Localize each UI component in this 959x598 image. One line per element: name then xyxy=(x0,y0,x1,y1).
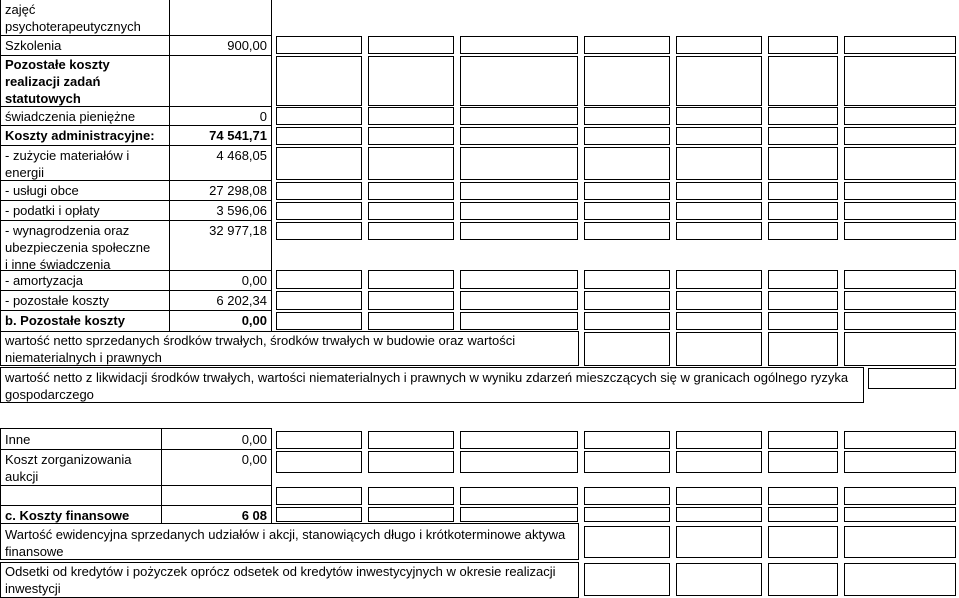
empty-cell xyxy=(368,270,454,289)
empty-cell xyxy=(276,431,362,449)
empty-cell xyxy=(868,368,956,389)
empty-cell xyxy=(368,451,454,473)
empty-cell xyxy=(768,270,838,289)
empty-cell xyxy=(584,312,670,330)
empty-cell xyxy=(768,107,838,125)
empty-cell xyxy=(368,127,454,145)
row-label: - usługi obce xyxy=(5,183,79,198)
empty-cell xyxy=(584,107,670,125)
empty-cell xyxy=(676,332,762,366)
empty-cell xyxy=(768,222,838,240)
empty-cell xyxy=(768,563,838,596)
empty-cell xyxy=(844,147,956,180)
empty-cell xyxy=(768,332,838,366)
empty-cell xyxy=(276,147,362,180)
empty-cell xyxy=(460,147,578,180)
empty-cell xyxy=(368,431,454,449)
empty-cell xyxy=(368,291,454,310)
empty-cell xyxy=(276,451,362,473)
empty-cell xyxy=(844,312,956,330)
row-value: 0,00 xyxy=(241,452,267,467)
row-value: 900,00 xyxy=(227,38,267,53)
empty-cell xyxy=(276,222,362,240)
empty-cell xyxy=(584,431,670,449)
empty-cell xyxy=(844,526,956,558)
row-value: 3 596,06 xyxy=(216,203,267,218)
empty-cell xyxy=(460,312,578,330)
empty-cell xyxy=(584,147,670,180)
row-label: Inne xyxy=(5,432,31,447)
empty-cell xyxy=(768,56,838,106)
empty-cell xyxy=(768,312,838,330)
empty-cell xyxy=(844,222,956,240)
empty-cell xyxy=(844,507,956,522)
empty-cell xyxy=(276,507,362,522)
empty-cell xyxy=(768,182,838,200)
grid-line xyxy=(0,125,272,126)
empty-cell xyxy=(368,36,454,54)
wide-row-label: wartość netto sprzedanych środków trwałych, środków trwałych w budowie oraz wartości niematerialnych i prawnych xyxy=(5,333,516,365)
empty-cell xyxy=(844,202,956,220)
empty-cell xyxy=(676,563,762,596)
empty-cell xyxy=(768,487,838,505)
row-value: 6 202,34 xyxy=(216,293,267,308)
grid-line xyxy=(0,290,272,291)
empty-cell xyxy=(584,270,670,289)
grid-line xyxy=(0,310,272,311)
empty-cell xyxy=(844,431,956,449)
empty-cell xyxy=(460,451,578,473)
empty-cell xyxy=(368,222,454,240)
empty-cell xyxy=(768,526,838,558)
grid-line xyxy=(0,485,272,486)
row-value: 4 468,05 xyxy=(216,148,267,163)
empty-cell xyxy=(276,487,362,505)
empty-cell xyxy=(844,270,956,289)
empty-cell xyxy=(276,270,362,289)
empty-cell xyxy=(368,182,454,200)
empty-cell xyxy=(676,127,762,145)
row-label: świadczenia pieniężne xyxy=(5,109,136,124)
row-value: 0,00 xyxy=(241,313,267,328)
empty-cell xyxy=(368,107,454,125)
row-label: - zużycie materiałów i energii xyxy=(5,148,130,180)
empty-cell xyxy=(584,507,670,522)
row-label: Koszt zorganizowania aukcji xyxy=(5,452,132,484)
empty-cell xyxy=(676,312,762,330)
empty-cell xyxy=(676,222,762,240)
empty-cell xyxy=(676,291,762,310)
empty-cell xyxy=(460,56,578,106)
empty-cell xyxy=(676,526,762,558)
empty-cell xyxy=(768,127,838,145)
empty-cell xyxy=(276,107,362,125)
empty-cell xyxy=(768,431,838,449)
empty-cell xyxy=(676,147,762,180)
empty-cell xyxy=(768,507,838,522)
empty-cell xyxy=(676,202,762,220)
empty-cell xyxy=(368,56,454,106)
row-value: 0,00 xyxy=(241,273,267,288)
row-label: Koszty administracyjne: xyxy=(5,128,155,143)
grid-line xyxy=(0,428,1,524)
grid-line xyxy=(0,428,272,429)
empty-cell xyxy=(460,36,578,54)
empty-cell xyxy=(584,332,670,366)
empty-cell xyxy=(584,563,670,596)
empty-cell xyxy=(768,291,838,310)
empty-cell xyxy=(768,202,838,220)
empty-cell xyxy=(460,202,578,220)
row-label: - wynagrodzenia oraz ubezpieczenia społeczne i inne świadczenia xyxy=(5,223,151,272)
empty-cell xyxy=(460,270,578,289)
empty-cell xyxy=(276,127,362,145)
empty-cell xyxy=(460,291,578,310)
row-label: Szkolenia xyxy=(5,38,62,53)
empty-cell xyxy=(276,312,362,330)
empty-cell xyxy=(676,270,762,289)
empty-cell xyxy=(460,107,578,125)
empty-cell xyxy=(460,222,578,240)
empty-cell xyxy=(676,487,762,505)
empty-cell xyxy=(768,147,838,180)
row-label: b. Pozostałe koszty xyxy=(5,313,125,328)
wide-row-label: wartość netto z likwidacji środków trwałych, wartości niematerialnych i prawnych w wyniku zdarzeń mieszczących się w granicach ogólnego ryzyka gospodarczego xyxy=(5,370,849,402)
row-label: - amortyzacja xyxy=(5,273,84,288)
empty-cell xyxy=(368,147,454,180)
wide-row-label: Wartość ewidencyjna sprzedanych udziałów i akcji, stanowiących długo i krótkoterminowe aktywa finansowe xyxy=(5,527,566,559)
empty-cell xyxy=(276,202,362,220)
grid-line xyxy=(271,428,272,524)
grid-line xyxy=(0,0,1,335)
empty-cell xyxy=(676,431,762,449)
grid-line xyxy=(169,0,170,335)
empty-cell xyxy=(676,507,762,522)
empty-cell xyxy=(276,182,362,200)
grid-line xyxy=(271,0,272,335)
grid-line xyxy=(0,35,272,36)
empty-cell xyxy=(276,56,362,106)
empty-cell xyxy=(584,127,670,145)
empty-cell xyxy=(460,431,578,449)
grid-line xyxy=(0,449,272,450)
empty-cell xyxy=(584,36,670,54)
empty-cell xyxy=(844,56,956,106)
empty-cell xyxy=(844,563,956,596)
empty-cell xyxy=(368,202,454,220)
empty-cell xyxy=(584,526,670,558)
empty-cell xyxy=(844,182,956,200)
empty-cell xyxy=(844,127,956,145)
empty-cell xyxy=(844,36,956,54)
row-label: c. Koszty finansowe xyxy=(5,508,130,523)
empty-cell xyxy=(584,202,670,220)
empty-cell xyxy=(584,56,670,106)
grid-line xyxy=(0,220,272,221)
empty-cell xyxy=(460,507,578,522)
grid-line xyxy=(0,200,272,201)
empty-cell xyxy=(844,107,956,125)
row-value: 0,00 xyxy=(241,432,267,447)
row-value: 6 08 xyxy=(241,508,267,523)
empty-cell xyxy=(368,312,454,330)
row-label: Pozostałe koszty realizacji zadań statutowych xyxy=(5,57,110,106)
empty-cell xyxy=(460,127,578,145)
row-value: 27 298,08 xyxy=(209,183,267,198)
empty-cell xyxy=(676,182,762,200)
empty-cell xyxy=(276,291,362,310)
empty-cell xyxy=(676,56,762,106)
empty-cell xyxy=(676,36,762,54)
empty-cell xyxy=(584,451,670,473)
empty-cell xyxy=(768,36,838,54)
empty-cell xyxy=(460,487,578,505)
row-value: 74 541,71 xyxy=(209,128,267,143)
row-value: 32 977,18 xyxy=(209,223,267,238)
empty-cell xyxy=(368,487,454,505)
grid-line xyxy=(161,428,162,524)
empty-cell xyxy=(844,291,956,310)
row-label: - pozostałe koszty xyxy=(5,293,110,308)
empty-cell xyxy=(460,182,578,200)
empty-cell xyxy=(584,222,670,240)
row-label: zajęć psychoterapeutycznych xyxy=(5,2,141,34)
empty-cell xyxy=(276,36,362,54)
grid-line xyxy=(0,145,272,146)
grid-line xyxy=(0,505,272,506)
empty-cell xyxy=(584,182,670,200)
empty-cell xyxy=(584,487,670,505)
empty-cell xyxy=(368,507,454,522)
empty-cell xyxy=(844,332,956,366)
empty-cell xyxy=(584,291,670,310)
row-label: - podatki i opłaty xyxy=(5,203,100,218)
empty-cell xyxy=(676,451,762,473)
empty-cell xyxy=(844,487,956,505)
row-value: 0 xyxy=(259,109,267,124)
empty-cell xyxy=(844,451,956,473)
empty-cell xyxy=(676,107,762,125)
wide-row-label: Odsetki od kredytów i pożyczek oprócz odsetek od kredytów inwestycyjnych w okresie realizacji inwestycji xyxy=(5,564,556,596)
empty-cell xyxy=(768,451,838,473)
